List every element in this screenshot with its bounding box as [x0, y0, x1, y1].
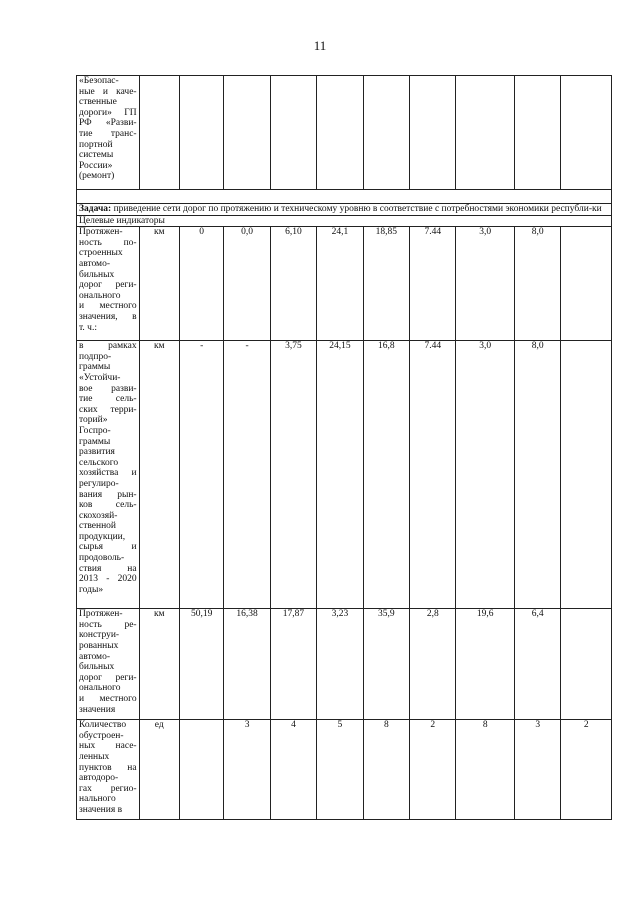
table-row	[77, 341, 612, 609]
value-cell: 2	[561, 720, 612, 820]
row-name-line: ность по-	[79, 237, 137, 248]
value-cell	[410, 76, 456, 190]
value-cell	[456, 76, 515, 190]
row-name-line: Протяжен-	[79, 227, 123, 238]
value-cell: 18,85	[363, 227, 409, 341]
row-name-line: хозяйства и	[79, 468, 137, 479]
row-name-line: (ремонт)	[79, 171, 115, 182]
row-name-line: Количество	[79, 720, 127, 731]
value-cell: 5	[317, 720, 363, 820]
value-cell	[224, 76, 270, 190]
unit-cell: км	[139, 341, 179, 609]
row-name-line: обустроен-	[79, 730, 124, 741]
value-cell	[179, 76, 223, 190]
row-name-line: портной	[79, 139, 113, 150]
row-name-line: торий»	[79, 415, 108, 426]
row-name-line: дорог реги-	[79, 672, 137, 683]
value-cell: 0,0	[224, 227, 270, 341]
row-name-line: рованных	[79, 640, 119, 651]
unit-cell	[139, 76, 179, 190]
row-name-line: ственной	[79, 521, 117, 532]
row-name-line: тие сель-	[79, 394, 137, 405]
row-name-line: пунктов на	[79, 762, 137, 773]
row-name-line: граммы	[79, 436, 111, 447]
row-name-line: ность ре-	[79, 619, 137, 630]
value-cell: 24,1	[317, 227, 363, 341]
task-label: Задача:	[79, 204, 112, 214]
row-name-line: автомо-	[79, 651, 110, 662]
target-indicators-cell: Целевые индикаторы	[77, 215, 612, 227]
value-cell: 16,8	[363, 341, 409, 609]
row-name-line: гах регио-	[79, 783, 137, 794]
row-name-line: ствия на	[79, 563, 137, 574]
row-name-line: продоволь-	[79, 553, 125, 564]
row-name-line: нального	[79, 794, 116, 805]
value-cell: 3,75	[270, 341, 316, 609]
row-name-cell	[77, 227, 140, 341]
row-name-line: системы	[79, 150, 114, 161]
row-name-line: автомо-	[79, 258, 110, 269]
row-name-cell	[77, 609, 140, 720]
row-name-line: России»	[79, 160, 113, 171]
row-name-line: и местного	[79, 693, 137, 704]
row-name-line: и местного	[79, 301, 137, 312]
row-name-line: развития	[79, 447, 115, 458]
value-cell: 4	[270, 720, 316, 820]
value-cell: 3,23	[317, 609, 363, 720]
row-name-line: в рамках	[79, 341, 137, 352]
row-name-line: значения, в	[79, 311, 137, 322]
row-name-line: автодоро-	[79, 773, 119, 784]
value-cell: 3,0	[456, 227, 515, 341]
task-text: приведение сети дорог по протяжению и техническому уровню в соответствие с потребностями экономики республи-ки	[111, 204, 602, 214]
row-name-line: онального	[79, 683, 121, 694]
row-name-line: строенных	[79, 248, 123, 259]
unit-cell: км	[139, 609, 179, 720]
row-name-line: т. ч.:	[79, 322, 97, 333]
row-name-line: подпро-	[79, 351, 112, 362]
value-cell: 2,8	[410, 609, 456, 720]
row-name-line: продукции,	[79, 531, 126, 542]
row-name-line: конструи-	[79, 630, 120, 641]
row-name-line: бильных	[79, 662, 115, 673]
row-name-line: Протяжен-	[79, 609, 123, 620]
value-cell: 8,0	[515, 227, 561, 341]
target-indicators-row	[77, 215, 612, 227]
value-cell: 3	[224, 720, 270, 820]
indicators-table	[76, 75, 612, 820]
value-cell: 0	[179, 227, 223, 341]
table-row	[77, 76, 612, 190]
value-cell: 3	[515, 720, 561, 820]
unit-cell: км	[139, 227, 179, 341]
value-cell	[515, 76, 561, 190]
row-name-line: скохозяй-	[79, 510, 118, 521]
table-row	[77, 227, 612, 341]
row-name-line: значения в	[79, 804, 123, 815]
row-name-line: РФ «Разви-	[79, 118, 137, 129]
row-name-line: вое разви-	[79, 383, 137, 394]
row-name-line: ских терри-	[79, 404, 137, 415]
row-name-line: ных насе-	[79, 741, 137, 752]
value-cell: -	[224, 341, 270, 609]
value-cell	[561, 609, 612, 720]
page-number: 11	[313, 38, 327, 53]
row-name-line: тие транс-	[79, 128, 137, 139]
value-cell: 19,6	[456, 609, 515, 720]
value-cell: 8	[363, 720, 409, 820]
row-name-line: значения	[79, 704, 116, 715]
row-name-line: дорог реги-	[79, 280, 137, 291]
empty-cell	[77, 190, 612, 204]
value-cell: 6,10	[270, 227, 316, 341]
row-name-cell	[77, 76, 140, 190]
value-cell: 7.44	[410, 227, 456, 341]
value-cell	[317, 76, 363, 190]
row-name-line: Госпро-	[79, 425, 111, 436]
value-cell: 8,0	[515, 341, 561, 609]
table-row	[77, 609, 612, 720]
row-name-line: сырья и	[79, 542, 137, 553]
value-cell: -	[179, 341, 223, 609]
table-row	[77, 720, 612, 820]
value-cell	[179, 720, 223, 820]
value-cell	[561, 227, 612, 341]
value-cell: 24,15	[317, 341, 363, 609]
row-name-line: дороги» ГП	[79, 107, 137, 118]
value-cell	[561, 76, 612, 190]
value-cell: 6,4	[515, 609, 561, 720]
row-name-line: «Безопас-	[79, 76, 119, 86]
value-cell	[561, 341, 612, 609]
row-name-line: ков сель-	[79, 500, 137, 511]
row-name-line: граммы	[79, 362, 111, 373]
empty-row	[77, 190, 612, 204]
row-name-line: онального	[79, 290, 121, 301]
task-cell	[77, 204, 612, 216]
row-name-cell	[77, 341, 140, 609]
row-name-cell	[77, 720, 140, 820]
value-cell: 17,87	[270, 609, 316, 720]
task-row	[77, 204, 612, 216]
row-name-line: ные и каче-	[79, 86, 137, 97]
row-name-line: сельского	[79, 457, 119, 468]
value-cell: 2	[410, 720, 456, 820]
value-cell: 8	[456, 720, 515, 820]
row-name-line: ленных	[79, 751, 110, 762]
row-name-line: годы»	[79, 584, 104, 595]
value-cell: 7.44	[410, 341, 456, 609]
row-name-line: бильных	[79, 269, 115, 280]
unit-cell: ед	[139, 720, 179, 820]
value-cell	[363, 76, 409, 190]
row-name-line: «Устойчи-	[79, 372, 121, 383]
row-name-line: вания рын-	[79, 489, 137, 500]
row-name-line: 2013 - 2020	[79, 574, 137, 585]
row-name-line: ственные	[79, 97, 117, 108]
value-cell: 16,38	[224, 609, 270, 720]
value-cell: 3,0	[456, 341, 515, 609]
row-name-line: регулиро-	[79, 478, 119, 489]
value-cell: 50,19	[179, 609, 223, 720]
value-cell: 35,9	[363, 609, 409, 720]
value-cell	[270, 76, 316, 190]
